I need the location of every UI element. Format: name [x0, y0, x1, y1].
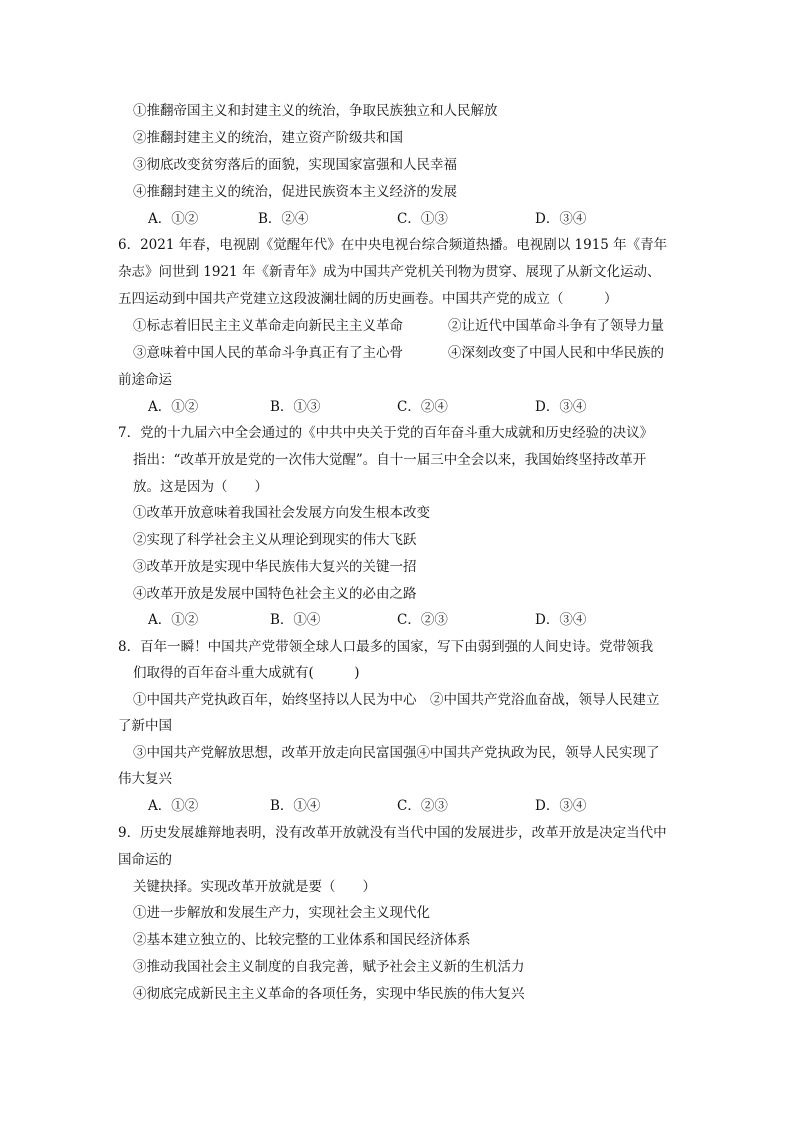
choice-d: D．③④: [535, 211, 587, 227]
statement: ②实现了科学社会主义从理论到现实的伟大飞跃: [133, 532, 417, 548]
question-stem: 放。这是因为（ ）: [133, 479, 268, 495]
question-stem: 关键抉择。实现改革开放就是要（ ）: [133, 879, 376, 895]
question-stem: 6．2021 年春，电视剧《觉醒年代》在中央电视台综合频道热播。电视剧以 1915 年《青年: [118, 237, 668, 253]
choice-a: A．①②: [148, 798, 199, 814]
question-stem: 国命运的: [118, 852, 172, 868]
question-stem: 们取得的百年奋斗重大成就有( ): [133, 665, 360, 681]
statement-continued: 伟大复兴: [118, 771, 172, 787]
statement: ①中国共产党执政百年，始终坚持以人民为中心 ②中国共产党浴血奋战，领导人民建立: [133, 692, 660, 708]
statement: ③改革开放是实现中华民族伟大复兴的关键一招: [133, 559, 417, 575]
statement-continued: 了新中国: [118, 718, 172, 734]
statement-continued: 前途命运: [118, 372, 172, 388]
question-stem: 杂志》问世到 1921 年《新青年》成为中国共产党机关刊物为贯穿、展现了从新文化运动、: [118, 264, 661, 280]
statement: ③意味着中国人民的革命斗争真正有了主心骨: [133, 345, 403, 361]
choice-c: C．②③: [397, 612, 448, 628]
statement: ③推动我国社会主义制度的自我完善，赋予社会主义新的生机活力: [133, 959, 525, 975]
choice-a: A．①②: [148, 399, 199, 415]
statement: ②让近代中国革命斗争有了领导力量: [448, 318, 664, 334]
choice-b: B．①④: [270, 798, 321, 814]
statement: ③彻底改变贫穷落后的面貌，实现国家富强和人民幸福: [133, 157, 457, 173]
statement: ①改革开放意味着我国社会发展方向发生根本改变: [133, 505, 430, 521]
choice-c: C．②③: [397, 798, 448, 814]
choice-c: C．②④: [397, 399, 448, 415]
statement: ①进一步解放和发展生产力，实现社会主义现代化: [133, 905, 430, 921]
question-stem: 7．党的十九届六中全会通过的《中共中央关于党的百年奋斗重大成就和历史经验的决议》: [118, 425, 654, 441]
choice-d: D．③④: [535, 798, 587, 814]
choice-b: B．①④: [270, 612, 321, 628]
statement: ①推翻帝国主义和封建主义的统治，争取民族独立和人民解放: [133, 103, 498, 119]
choice-d: D．③④: [535, 399, 587, 415]
choice-b: B．①③: [270, 399, 321, 415]
question-stem: 指出：“改革开放是党的一次伟大觉醒”。自十一届三中全会以来，我国始终坚持改革开: [133, 452, 647, 468]
statement: ②推翻封建主义的统治，建立资产阶级共和国: [133, 130, 403, 146]
choice-a: A．①②: [148, 211, 199, 227]
statement: ④推翻封建主义的统治，促进民族资本主义经济的发展: [133, 184, 457, 200]
statement: ①标志着旧民主主义革命走向新民主主义革命: [133, 318, 403, 334]
question-stem: 五四运动到中国共产党建立这段波澜壮阔的历史画卷。中国共产党的成立（ ）: [118, 291, 618, 307]
question-stem: 9．历史发展雄辩地表明，没有改革开放就没有当代中国的发展进步，改革开放是决定当代中: [118, 825, 667, 841]
choice-a: A．①②: [148, 612, 199, 628]
statement: ②基本建立独立的、比较完整的工业体系和国民经济体系: [133, 932, 471, 948]
statement: ④改革开放是发展中国特色社会主义的必由之路: [133, 586, 417, 602]
statement: ③中国共产党解放思想，改革开放走向民富国强④中国共产党执政为民，领导人民实现了: [133, 745, 660, 761]
choice-b: B．②④: [258, 211, 309, 227]
choice-d: D．③④: [535, 612, 587, 628]
statement: ④彻底完成新民主主义革命的各项任务，实现中华民族的伟大复兴: [133, 986, 525, 1002]
choice-c: C．①③: [397, 211, 448, 227]
statement: ④深刻改变了中国人民和中华民族的: [448, 345, 664, 361]
question-stem: 8．百年一瞬！中国共产党带领全球人口最多的国家，写下由弱到强的人间史诗。党带领我: [118, 639, 654, 655]
